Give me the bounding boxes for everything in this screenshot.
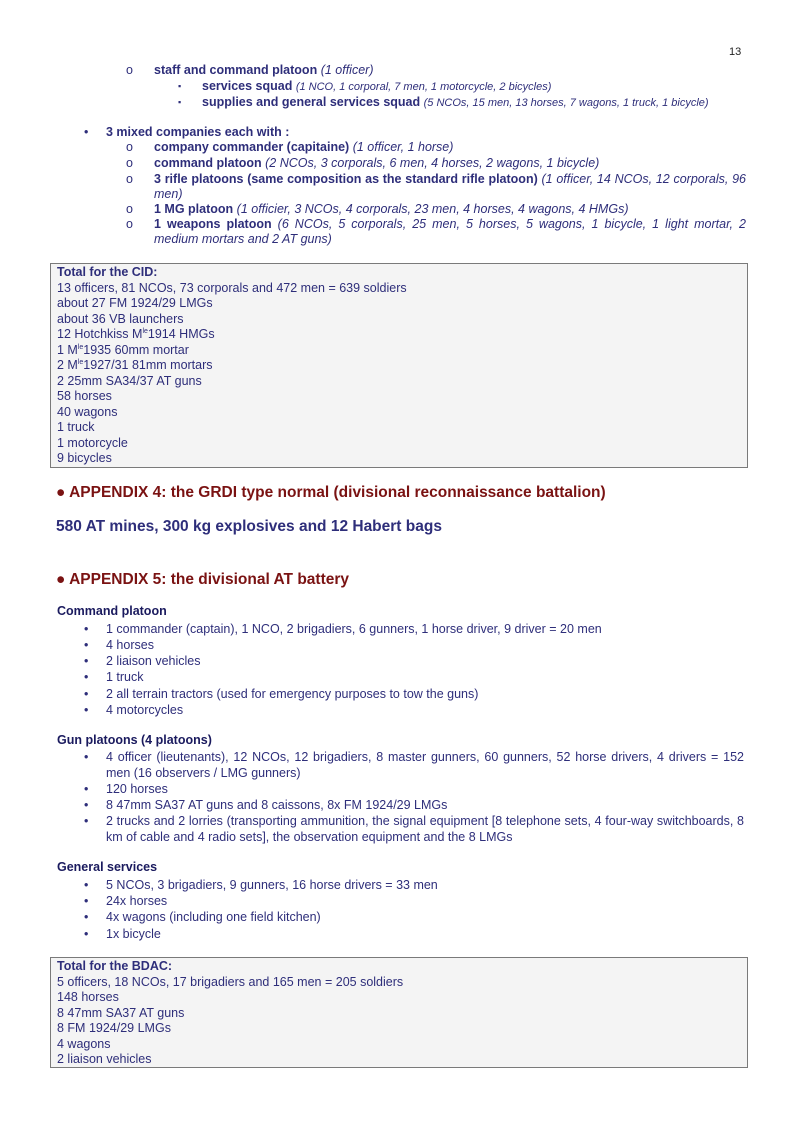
list-item: • 24x horses (84, 894, 168, 908)
bullet-icon: • (84, 894, 89, 908)
box-line: 5 officers, 18 NCOs, 17 brigadiers and 165 men = 205 soldiers (57, 974, 404, 989)
appendix-5-heading: ● APPENDIX 5: the divisional AT battery (56, 571, 350, 588)
appendix-4-heading: ● APPENDIX 4: the GRDI type normal (divisional reconnaissance battalion) (56, 484, 606, 501)
bullet-icon: • (84, 927, 89, 941)
item-name: command platoon (154, 156, 262, 170)
list-item: • 4 officer (lieutenants), 12 NCOs, 12 brigadiers, 8 master gunners, 60 gunners, 52 horse drivers, 4 drivers = 152 men (16 observers / LMG gunners) (84, 750, 744, 780)
general-services-heading: General services (57, 860, 158, 874)
bullet-icon: • (84, 798, 89, 812)
circle-bullet-icon: o (126, 172, 133, 186)
list-item: • 8 47mm SA37 AT guns and 8 caissons, 8x FM 1924/29 LMGs (84, 798, 448, 812)
list-item: • 5 NCOs, 3 brigadiers, 9 gunners, 16 horse drivers = 33 men (84, 878, 438, 892)
box-line: 148 horses (57, 990, 119, 1004)
list-item: • 2 liaison vehicles (84, 654, 201, 668)
item-name: company commander (capitaine) (154, 140, 350, 154)
bullet-icon: • (84, 750, 89, 764)
item-detail: (5 NCOs, 15 men, 13 horses, 7 wagons, 1 truck, 1 bicycle) (423, 97, 709, 109)
box-line: 1 $M^{le}1935$ 60mm mortar (57, 342, 189, 357)
list-item-services-squad (178, 79, 744, 95)
box-line: 2 25mm SA34/37 AT guns (57, 373, 202, 388)
list-item: • 4 motorcycles (84, 703, 184, 717)
bullet-icon: • (84, 670, 89, 684)
box-line: about 27 FM 1924/29 LMGs (57, 296, 213, 310)
item-name: 3 mixed companies each with : (106, 125, 290, 139)
circle-bullet-icon: o (126, 202, 133, 216)
box-title: Total for the CID: (57, 265, 158, 279)
bullet-icon: • (84, 654, 89, 668)
circle-bullet-icon: o (126, 63, 133, 77)
list-item-command-platoon (126, 156, 746, 171)
bullet-icon: • (84, 638, 89, 652)
box-line: 40 wagons (57, 404, 118, 419)
item-detail: (1 officer, 1 horse) (352, 140, 454, 154)
command-platoon-heading: Command platoon (57, 604, 167, 618)
box-line: about 36 VB launchers (57, 311, 184, 326)
item-detail: (2 NCOs, 3 corporals, 6 men, 4 horses, 2 wagons, 1 bicycle) (265, 156, 600, 170)
list-item: • 1 truck (84, 670, 144, 684)
gun-platoons-heading: Gun platoons (4 platoons) (57, 733, 212, 747)
cid-total-box (50, 263, 748, 468)
list-item-mg-platoon (126, 202, 746, 217)
list-item: • 1x bicycle (84, 927, 161, 941)
bullet-icon: • (84, 878, 89, 892)
bullet-icon: • (84, 703, 89, 717)
list-item: • 4x wagons (including one field kitchen) (84, 910, 321, 924)
item-name: 1 MG platoon (154, 202, 234, 216)
list-item: • 4 horses (84, 638, 154, 652)
bullet-icon: • (84, 622, 89, 636)
list-item-staff-platoon (126, 63, 746, 78)
square-bullet-icon: ▪ (178, 97, 182, 107)
circle-bullet-icon: o (126, 217, 133, 231)
box-line: 12 Hotchkiss $M^{le}1914$ HMGs (57, 327, 215, 341)
box-line: 4 wagons (57, 1036, 111, 1051)
list-item: • 120 horses (84, 782, 168, 796)
box-line: 2 $M^{le}1927/31$ 81mm mortars (57, 358, 213, 372)
square-bullet-icon: ▪ (178, 81, 182, 91)
item-name: staff and command platoon (154, 63, 318, 77)
bullet-icon: • (84, 814, 89, 828)
list-item-company-commander (126, 140, 746, 155)
list-item-weapons-platoon (126, 217, 746, 247)
box-line: 58 horses (57, 389, 112, 403)
bullet-icon: • (84, 910, 89, 924)
list-item-supplies-squad (178, 95, 744, 111)
box-title: Total for the BDAC: (57, 959, 173, 973)
list-item-rifle-platoons (126, 172, 746, 202)
item-name: 1 weapons platoon (154, 217, 272, 231)
list-item: • 2 trucks and 2 lorries (transporting ammunition, the signal equipment [8 telephone sets, 4 four-way switchboards, 8 km of cable and 4 radio sets], the observation equipment and the 8 LMGs (84, 814, 744, 844)
item-detail: (1 officer) (320, 63, 374, 77)
box-line: 1 truck (57, 420, 95, 434)
circle-bullet-icon: o (126, 140, 133, 154)
box-line: 8 47mm SA37 AT guns (57, 1005, 185, 1020)
item-name: supplies and general services squad (202, 95, 421, 109)
list-item-mixed-companies (84, 125, 744, 140)
circle-bullet-icon: o (126, 156, 133, 170)
bdac-total-box (50, 957, 748, 1068)
bullet-icon: • (84, 687, 89, 701)
item-detail: (6 NCOs, 5 corporals, 25 men, 5 horses, 5 wagons, 1 bicycle, 1 light mortar, 2 medium mortars and 2 AT guns) (154, 217, 746, 246)
box-line: 2 liaison vehicles (57, 1052, 152, 1066)
item-detail: (1 officer, 14 NCOs, 12 corporals, 96 men) (154, 172, 746, 201)
mines-line: 580 AT mines, 300 kg explosives and 12 Habert bags (56, 518, 442, 535)
box-line: 13 officers, 81 NCOs, 73 corporals and 472 men = 639 soldiers (57, 280, 407, 295)
bullet-icon: • (84, 782, 89, 796)
box-line: 1 motorcycle (57, 435, 128, 450)
bullet-icon: • (84, 125, 89, 139)
item-detail: (1 officier, 3 NCOs, 4 corporals, 23 men, 4 horses, 4 wagons, 4 HMGs) (236, 202, 629, 216)
list-item: • 1 commander (captain), 1 NCO, 2 brigadiers, 6 gunners, 1 horse driver, 9 driver = 20 men (84, 622, 602, 636)
item-name: services squad (202, 79, 293, 93)
box-line: 9 bicycles (57, 451, 112, 465)
box-line: 8 FM 1924/29 LMGs (57, 1021, 171, 1035)
item-detail: (1 NCO, 1 corporal, 7 men, 1 motorcycle, 2 bicycles) (295, 81, 552, 93)
item-name: 3 rifle platoons (same composition as the standard rifle platoon) (154, 172, 538, 186)
list-item: • 2 all terrain tractors (used for emergency purposes to tow the guns) (84, 687, 479, 701)
page-number: 13 (729, 46, 742, 58)
